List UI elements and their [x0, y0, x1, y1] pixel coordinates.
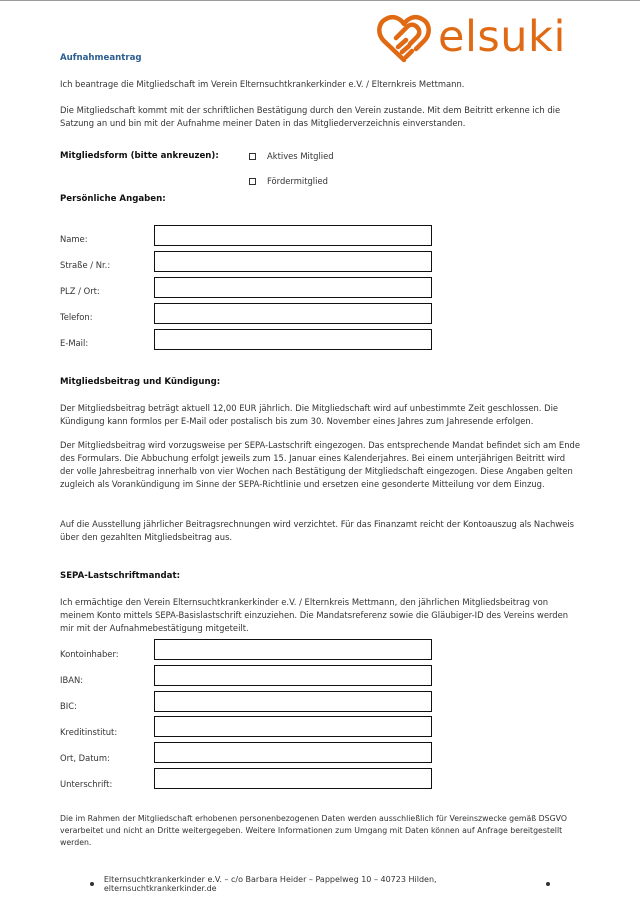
label-email: E-Mail:	[60, 338, 89, 348]
footer-address: Elternsuchtkrankerkinder e.V. – c/o Barbara Heider – Pappelweg 10 – 40723 Hilden, elternsuchtkrankerkinder.de	[103, 875, 437, 893]
membership-type-label: Mitgliedsform (bitte ankreuzen):	[60, 151, 219, 161]
label-iban: IBAN:	[60, 675, 84, 685]
option-label: Aktives Mitglied	[267, 151, 334, 161]
footer	[90, 875, 550, 893]
bic-field[interactable]	[154, 691, 432, 712]
checkbox-active-member[interactable]	[249, 153, 256, 160]
personal-heading: Persönliche Angaben:	[60, 194, 166, 204]
email-field[interactable]	[154, 329, 432, 350]
label-place-date: Ort, Datum:	[60, 753, 110, 763]
privacy-notice: Die im Rahmen der Mitgliedschaft erhobenen personenbezogenen Daten werden ausschließlich für Vereinszwecke gemäß DSGVO verarbeitet und nicht an Dritte weitergegeben. Weitere Informationen zum Umgang mit Daten können auf Anfrage bereitgestellt werden.	[60, 814, 567, 847]
checkbox-supporting-member[interactable]	[249, 178, 256, 185]
iban-field[interactable]	[154, 665, 432, 686]
intro-paragraph-1: Ich beantrage die Mitgliedschaft im Verein Elternsuchtkrankerkinder e.V. / Elternkreis Mettmann.	[60, 79, 465, 89]
fees-paragraph-1: Der Mitgliedsbeitrag beträgt aktuell 12,00 EUR jährlich. Die Mitgliedschaft wird auf unbestimmte Zeit geschlossen. Die Kündigung kann formlos per E-Mail oder postalisch bis zum 30. November eines Jahres zum Jahresende erfolgen.	[60, 403, 559, 426]
label-phone: Telefon:	[60, 312, 93, 322]
top-border	[0, 0, 640, 1]
logo-wordmark: elsuki	[438, 12, 566, 62]
label-zip-city: PLZ / Ort:	[60, 286, 100, 296]
label-bic: BIC:	[60, 701, 77, 711]
signature-field[interactable]	[154, 768, 432, 789]
heart-handshake-icon	[376, 14, 432, 64]
bank-field[interactable]	[154, 716, 432, 737]
place-date-field[interactable]	[154, 742, 432, 763]
fees-paragraph-3: Auf die Ausstellung jährlicher Beitragsrechnungen wird verzichtet. Für das Finanzamt reicht der Kontoauszug als Nachweis über den gezahlten Mitgliedsbeitrag aus.	[60, 519, 574, 542]
sepa-paragraph: Ich ermächtige den Verein Elternsuchtkrankerkinder e.V. / Elternkreis Mettmann, den jährlichen Mitgliedsbeitrag von meinem Konto mittels SEPA-Basislastschrift einzuziehen. Die Mandatsreferenz sowie die Gläubiger-ID des Vereins werden mir mit der Aufnahmebestätigung mitgeteilt.	[60, 597, 569, 633]
label-bank: Kreditinstitut:	[60, 727, 118, 737]
label-signature: Unterschrift:	[60, 779, 113, 789]
label-street: Straße / Nr.:	[60, 260, 111, 270]
intro-paragraph-2: Die Mitgliedschaft kommt mit der schriftlichen Bestätigung durch den Verein zustande. Mit dem Beitritt erkenne ich die Satzung an und bin mit der Aufnahme meiner Daten in das Mitgliederverzeichnis einverstanden.	[60, 105, 561, 128]
account-holder-field[interactable]	[154, 639, 432, 660]
page-title: Aufnahmeantrag	[60, 53, 142, 63]
street-field[interactable]	[154, 251, 432, 272]
label-account-holder: Kontoinhaber:	[60, 649, 119, 659]
phone-field[interactable]	[154, 303, 432, 324]
fees-paragraph-2: Der Mitgliedsbeitrag wird vorzugsweise per SEPA-Lastschrift eingezogen. Das entsprechende Mandat befindet sich am Ende des Formulars. Die Abbuchung erfolgt jeweils zum 15. Januar eines Kalenderjahres. Bei einem unterjährigen Beitritt wird der volle Jahresbeitrag innerhalb von vier Wochen nach Bestätigung der Mitgliedschaft eingezogen. Diese Angaben gelten zugleich als Vorankündigung im Sinne der SEPA-Richtlinie und ersetzen eine gesonderte Mitteilung vor dem Einzug.	[60, 440, 580, 489]
sepa-heading: SEPA-Lastschriftmandat:	[60, 571, 181, 581]
option-supporting-member[interactable]	[249, 176, 328, 186]
name-field[interactable]	[154, 225, 432, 246]
option-active-member[interactable]	[249, 151, 334, 161]
option-label: Fördermitglied	[267, 176, 328, 186]
bullet-icon	[546, 882, 550, 886]
fees-heading: Mitgliedsbeitrag und Kündigung:	[60, 377, 221, 387]
label-name: Name:	[60, 234, 88, 244]
bullet-icon	[90, 882, 94, 886]
zip-city-field[interactable]	[154, 277, 432, 298]
elsuki-logo	[376, 14, 586, 66]
